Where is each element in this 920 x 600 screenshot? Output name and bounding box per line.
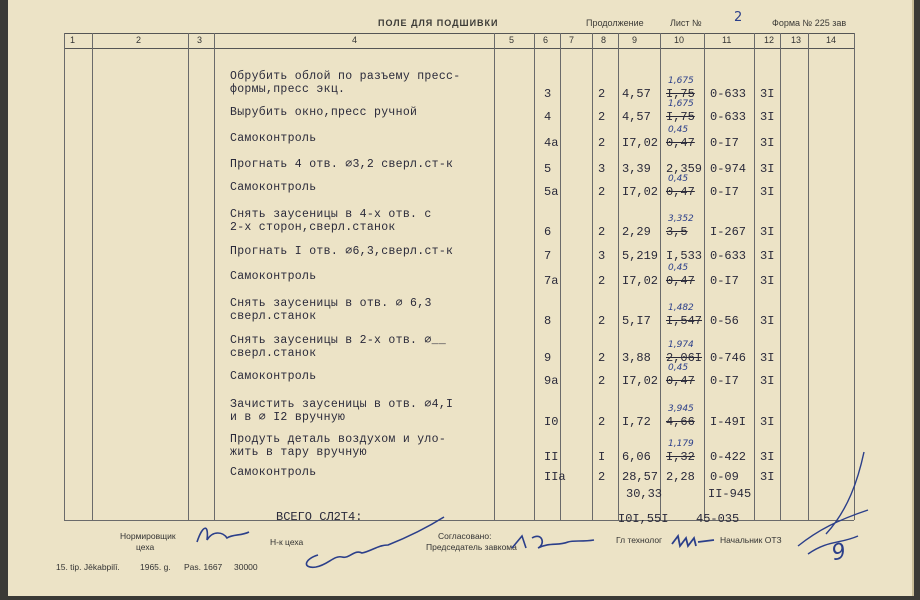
- print-year: 1965. g.: [140, 562, 171, 572]
- col11-value: 0-I7: [710, 274, 739, 288]
- op-number: 9: [544, 351, 552, 365]
- print-order: Pas. 1667: [184, 562, 223, 572]
- col10-value: 2,28: [666, 470, 695, 484]
- colnum-9: 9: [632, 35, 638, 45]
- col12-value: 3I: [760, 470, 775, 484]
- grid-line: [808, 33, 809, 520]
- col12-value: 3I: [760, 162, 775, 176]
- col11-value: 0-I7: [710, 136, 739, 150]
- total-label: ВСЕГО СЛ2Т4:: [276, 510, 363, 524]
- op-number: 7a: [544, 274, 559, 288]
- form-header: [8, 10, 912, 32]
- col9-value: 6,06: [622, 450, 651, 464]
- chairman-signature-icon: [508, 528, 598, 558]
- subtotal-col10: 30,33: [626, 487, 663, 501]
- col8-value: 2: [598, 415, 606, 429]
- shop-head-label: Н-к цеха: [270, 537, 304, 547]
- col12-value: 3I: [760, 225, 775, 239]
- op-number: 4a: [544, 136, 559, 150]
- operation-text: Зачистить заусеницы в отв. ∅4,I: [230, 398, 454, 411]
- col11-value: I-267: [710, 225, 747, 239]
- grid-line: [618, 33, 619, 520]
- handwritten-correction: 0,45: [668, 363, 689, 373]
- col10-value: I,32: [666, 450, 695, 464]
- operation-text: формы,пресс экц.: [230, 83, 346, 96]
- col11-value: 0-746: [710, 351, 747, 365]
- operation-text: Самоконтроль: [230, 181, 317, 194]
- col10-value: 2,06I: [666, 351, 703, 365]
- grid-line: [660, 33, 661, 520]
- normer-label: Нормировщик: [120, 531, 176, 541]
- colnum-7: 7: [569, 35, 575, 45]
- col12-value: 3I: [760, 450, 775, 464]
- col9-value: I7,02: [622, 374, 659, 388]
- otz-label: Начальник ОТЗ: [720, 535, 782, 545]
- subtotal-col11: II-945: [708, 487, 752, 501]
- col9-value: 3,88: [622, 351, 651, 365]
- chairman-label: Председатель завкома: [426, 542, 517, 552]
- handwritten-correction: 1,179: [668, 439, 694, 449]
- col12-value: 3I: [760, 415, 775, 429]
- colnum-4: 4: [352, 35, 358, 45]
- operation-text: Прогнать 4 отв. ∅3,2 сверл.ст-к: [230, 158, 454, 171]
- grid-line: [560, 33, 561, 520]
- col11-value: 0-633: [710, 87, 747, 101]
- grid-line: [534, 33, 535, 520]
- sheet-label: Лист №: [670, 18, 702, 28]
- col11-value: 0-422: [710, 450, 747, 464]
- col8-value: 2: [598, 225, 606, 239]
- handwritten-correction: 1,974: [668, 340, 694, 350]
- continuation-label: Продолжение: [586, 18, 644, 28]
- col8-value: 2: [598, 314, 606, 328]
- column-number-row: [64, 33, 854, 49]
- col10-value: I,533: [666, 249, 703, 263]
- operation-text: Снять заусеницы в 4-х отв. с: [230, 208, 432, 221]
- operation-text: Продуть деталь воздухом и уло-: [230, 433, 447, 446]
- col10-value: 2,359: [666, 162, 703, 176]
- colnum-13: 13: [791, 35, 802, 45]
- col10-value: 0,47: [666, 136, 695, 150]
- col9-value: 28,57: [622, 470, 659, 484]
- col11-value: 0-I7: [710, 374, 739, 388]
- grid-line: [188, 33, 189, 520]
- operation-text: Самоконтроль: [230, 466, 317, 479]
- col8-value: 2: [598, 185, 606, 199]
- otz-signature-icon: [778, 450, 878, 560]
- op-number: 3: [544, 87, 552, 101]
- total-col10: I0I,55I: [618, 512, 669, 526]
- col9-value: I,72: [622, 415, 651, 429]
- col10-value: I,75: [666, 110, 695, 124]
- col10-value: I,75: [666, 87, 695, 101]
- handwritten-correction: 1,675: [668, 99, 694, 109]
- operation-text: жить в тару вручную: [230, 446, 367, 459]
- handwritten-correction: 0,45: [668, 263, 689, 273]
- operation-text: сверл.станок: [230, 310, 317, 323]
- print-run: 30000: [234, 562, 258, 572]
- operation-text: Самоконтроль: [230, 270, 317, 283]
- col9-value: 5,219: [622, 249, 659, 263]
- colnum-10: 10: [674, 35, 685, 45]
- col12-value: 3I: [760, 351, 775, 365]
- col8-value: 3: [598, 249, 606, 263]
- col12-value: 3I: [760, 249, 775, 263]
- col9-value: I7,02: [622, 274, 659, 288]
- grid-line: [780, 33, 781, 520]
- shop-label: цеха: [136, 542, 155, 552]
- sheet-number: 2: [734, 10, 743, 25]
- technologist-signature-icon: [668, 530, 718, 560]
- shop-head-signature-icon: [298, 515, 448, 575]
- col9-value: 4,57: [622, 110, 651, 124]
- col8-value: 2: [598, 110, 606, 124]
- document-sheet: [8, 0, 914, 596]
- col12-value: 3I: [760, 374, 775, 388]
- grid-line: [854, 33, 855, 520]
- col8-value: 2: [598, 87, 606, 101]
- op-number: IIa: [544, 470, 566, 484]
- grid-line: [494, 33, 495, 520]
- col11-value: 0-09: [710, 470, 739, 484]
- colnum-5: 5: [509, 35, 515, 45]
- col9-value: I7,02: [622, 136, 659, 150]
- handwritten-correction: 1,482: [668, 303, 694, 313]
- op-number: 7: [544, 249, 552, 263]
- colnum-8: 8: [601, 35, 607, 45]
- col8-value: 2: [598, 470, 606, 484]
- op-number: I0: [544, 415, 559, 429]
- colnum-6: 6: [543, 35, 549, 45]
- grid-line: [214, 33, 215, 520]
- operation-text: Прогнать I отв. ∅6,3,сверл.ст-к: [230, 245, 454, 258]
- grid-line: [592, 33, 593, 520]
- op-number: 4: [544, 110, 552, 124]
- operation-text: Вырубить окно,пресс ручной: [230, 106, 418, 119]
- col12-value: 3I: [760, 185, 775, 199]
- col8-value: 2: [598, 374, 606, 388]
- total-col11: 45-035: [696, 512, 740, 526]
- normer-signature-icon: [193, 520, 253, 550]
- col10-value: I,547: [666, 314, 703, 328]
- colnum-12: 12: [764, 35, 775, 45]
- col11-value: 0-974: [710, 162, 747, 176]
- col11-value: 0-633: [710, 249, 747, 263]
- handwritten-correction: 3,352: [668, 214, 694, 224]
- col10-value: 4,66: [666, 415, 695, 429]
- col10-value: 3,5: [666, 225, 688, 239]
- col11-value: 0-633: [710, 110, 747, 124]
- form-number: Форма № 225 зав: [772, 18, 847, 28]
- op-number: 6: [544, 225, 552, 239]
- col12-value: 3I: [760, 274, 775, 288]
- binding-label: ПОЛЕ ДЛЯ ПОДШИВКИ: [378, 18, 499, 28]
- col9-value: I7,02: [622, 185, 659, 199]
- printer-label: 15. tip. Jēkabpilī.: [56, 562, 120, 572]
- colnum-3: 3: [197, 35, 203, 45]
- technologist-label: Гл технолог: [616, 535, 663, 545]
- col8-value: 2: [598, 274, 606, 288]
- op-number: 9a: [544, 374, 559, 388]
- col12-value: 3I: [760, 136, 775, 150]
- grid-line: [754, 33, 755, 520]
- operation-text: Самоконтроль: [230, 132, 317, 145]
- operation-text: Снять заусеницы в отв. ∅ 6,3: [230, 297, 432, 310]
- handwritten-correction: 0,45: [668, 174, 689, 184]
- op-number: 5a: [544, 185, 559, 199]
- col11-value: 0-56: [710, 314, 739, 328]
- handwritten-correction: 3,945: [668, 404, 694, 414]
- operation-text: и в ∅ I2 вручную: [230, 411, 346, 424]
- operation-text: Обрубить облой по разъему пресс-: [230, 70, 461, 83]
- col8-value: 2: [598, 351, 606, 365]
- operation-text: Снять заусеницы в 2-х отв. ∅__: [230, 334, 447, 347]
- col12-value: 3I: [760, 314, 775, 328]
- handwritten-correction: 0,45: [668, 125, 689, 135]
- col8-value: 3: [598, 162, 606, 176]
- col10-value: 0,47: [666, 274, 695, 288]
- col11-value: 0-I7: [710, 185, 739, 199]
- col10-value: 0,47: [666, 185, 695, 199]
- handwritten-correction: 1,675: [668, 76, 694, 86]
- operation-text: сверл.станок: [230, 347, 317, 360]
- grid-line: [704, 33, 705, 520]
- col8-value: 2: [598, 136, 606, 150]
- op-number: 5: [544, 162, 552, 176]
- page-mark: 9: [829, 538, 849, 567]
- colnum-11: 11: [722, 35, 732, 45]
- col11-value: I-49I: [710, 415, 747, 429]
- colnum-14: 14: [826, 35, 837, 45]
- col9-value: 4,57: [622, 87, 651, 101]
- col9-value: 3,39: [622, 162, 651, 176]
- colnum-1: 1: [70, 35, 76, 45]
- operation-text: Самоконтроль: [230, 370, 317, 383]
- col12-value: 3I: [760, 87, 775, 101]
- col10-value: 0,47: [666, 374, 695, 388]
- agreed-label: Согласовано:: [438, 531, 492, 541]
- operation-text: 2-х сторон,сверл.станок: [230, 221, 396, 234]
- op-number: 8: [544, 314, 552, 328]
- col9-value: 5,I7: [622, 314, 651, 328]
- colnum-2: 2: [136, 35, 142, 45]
- col12-value: 3I: [760, 110, 775, 124]
- grid-line: [92, 33, 93, 520]
- col8-value: I: [598, 450, 606, 464]
- op-number: II: [544, 450, 559, 464]
- grid-line: [64, 33, 65, 520]
- col9-value: 2,29: [622, 225, 651, 239]
